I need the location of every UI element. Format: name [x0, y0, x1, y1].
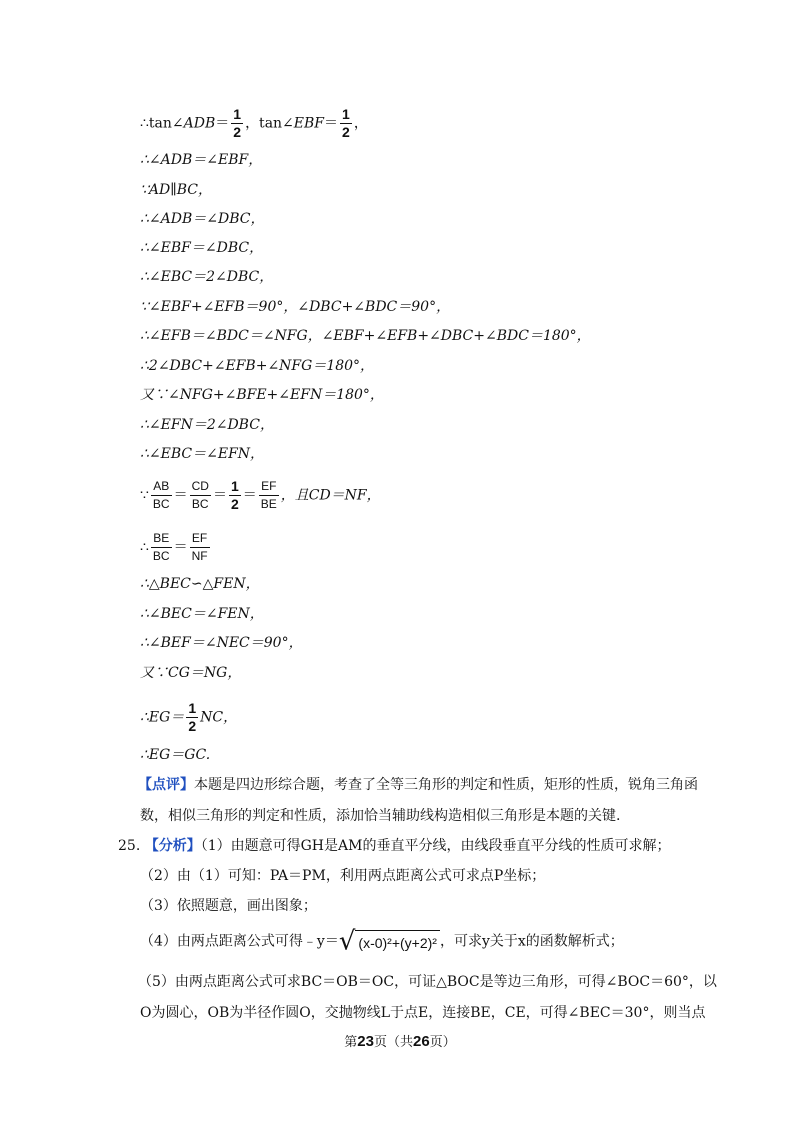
text: ＝ — [173, 539, 188, 556]
proof-line: ∵AD∥BC， — [140, 182, 212, 198]
line-eg-half-nc — [140, 700, 237, 735]
proof-line: ∴EG＝GC. — [140, 747, 211, 763]
proof-line: ∴△BEC∽△FEN， — [140, 576, 260, 592]
fraction-cd-bc: $\frac{CD}{BC}$ — [191, 479, 209, 511]
q25-line-3: （3）依照题意，画出图象； — [140, 898, 317, 914]
text: ＝ — [212, 487, 227, 504]
text: ，可求y关于x的函数解析式； — [439, 933, 624, 950]
text: ∴EG＝ — [140, 709, 185, 726]
proof-line: ∴∠BEF＝∠NEC＝90°， — [140, 635, 303, 651]
text: ＝ — [242, 487, 257, 504]
proof-line: ∴∠EBF＝∠DBC， — [140, 240, 264, 256]
analysis-text: （1）由题意可得GH是AM的垂直平分线，由线段垂直平分线的性质可求解； — [200, 838, 671, 854]
fraction-ef-nf: $\frac{EF}{NF}$ — [191, 531, 208, 563]
text: NC， — [200, 709, 238, 726]
proof-line: 又∵CG＝NG， — [140, 665, 242, 681]
text: ＝ — [324, 115, 339, 132]
fraction-half: $\frac{1}{2}$ — [230, 478, 239, 512]
q25-line-5b: O为圆心，OB为半径作圆O，交抛物线L于点E，连接BE，CE，可得∠BEC＝30°，则当点 — [140, 1005, 706, 1021]
q25-line-2: （2）由（1）可知：PA＝PM，利用两点距离公式可求点P坐标； — [140, 868, 546, 884]
page-footer: 第23页（共26页） — [344, 1033, 456, 1050]
comment-tag: 【点评】 — [138, 777, 194, 793]
fraction-half: $\frac{1}{2}$ — [342, 106, 350, 140]
text: ∵ — [140, 487, 149, 504]
line-ratio-equal — [140, 478, 381, 513]
text: EBF — [293, 115, 325, 132]
fraction-half: $\frac{1}{2}$ — [188, 700, 197, 734]
proof-line: ∵∠EBF+∠EFB＝90°，∠DBC+∠BDC＝90°， — [140, 299, 451, 315]
text: ，tan∠ — [245, 115, 294, 132]
comment-text: 本题是四边形综合题，考查了全等三角形的判定和性质，矩形的性质，锐角三角函 — [194, 777, 698, 793]
proof-line: ∴2∠DBC+∠EFB+∠NFG＝180°， — [140, 358, 375, 374]
proof-line: ∴∠ADB＝∠EBF， — [140, 152, 263, 168]
proof-line: ∴∠EBC＝∠EFN， — [140, 446, 265, 462]
q25-line-5a: （5）由两点距离公式可求BC＝OB＝OC，可证△BOC是等边三角形，可得∠BOC＝60°，以 — [138, 974, 717, 990]
text: （4）由两点距离公式可得﹣y＝ — [140, 933, 339, 950]
text: ∴ — [140, 539, 149, 556]
fraction-be-bc: $\frac{BE}{BC}$ — [152, 531, 170, 563]
radical-sign: √ — [338, 926, 356, 957]
total-pages: 26 — [413, 1033, 430, 1050]
q25-line-4 — [140, 926, 624, 957]
comment-line-2: 数，相似三角形的判定和性质，添加恰当辅助线构造相似三角形是本题的关键. — [140, 808, 621, 824]
line-tan-fractions — [140, 106, 368, 141]
sqrt-expression: √ (x-0)²+(y+2)² — [339, 930, 440, 953]
question-number: 25. — [118, 838, 141, 854]
proof-line: ∴∠EBC＝2∠DBC， — [140, 269, 274, 285]
text: ， — [353, 115, 368, 132]
proof-line: ∴∠EFN＝2∠DBC， — [140, 417, 274, 433]
fraction-half: $\frac{1}{2}$ — [233, 106, 242, 140]
text: ＝ — [215, 115, 230, 132]
page-number: 23 — [357, 1033, 374, 1050]
text: ，且CD＝NF， — [280, 487, 381, 504]
text: ADB — [183, 115, 216, 132]
fraction-ef-be: $\frac{EF}{BE}$ — [260, 479, 277, 511]
q25-line-1 — [118, 836, 670, 856]
proof-line: ∴∠ADB＝∠DBC， — [140, 211, 265, 227]
fraction-ab-bc: $\frac{AB}{BC}$ — [152, 479, 170, 511]
line-ratio-be-bc — [140, 530, 212, 565]
comment-line-1 — [138, 775, 698, 795]
proof-line: 又∵∠NFG+∠BFE+∠EFN＝180°， — [140, 387, 384, 403]
text: ∴tan∠ — [140, 115, 184, 132]
analysis-tag: 【分析】 — [144, 838, 201, 854]
proof-line: ∴∠BEC＝∠FEN， — [140, 606, 264, 622]
proof-line: ∴∠EFB＝∠BDC＝∠NFG，∠EBF+∠EFB+∠DBC+∠BDC＝180°， — [140, 328, 591, 344]
text: ＝ — [173, 487, 188, 504]
